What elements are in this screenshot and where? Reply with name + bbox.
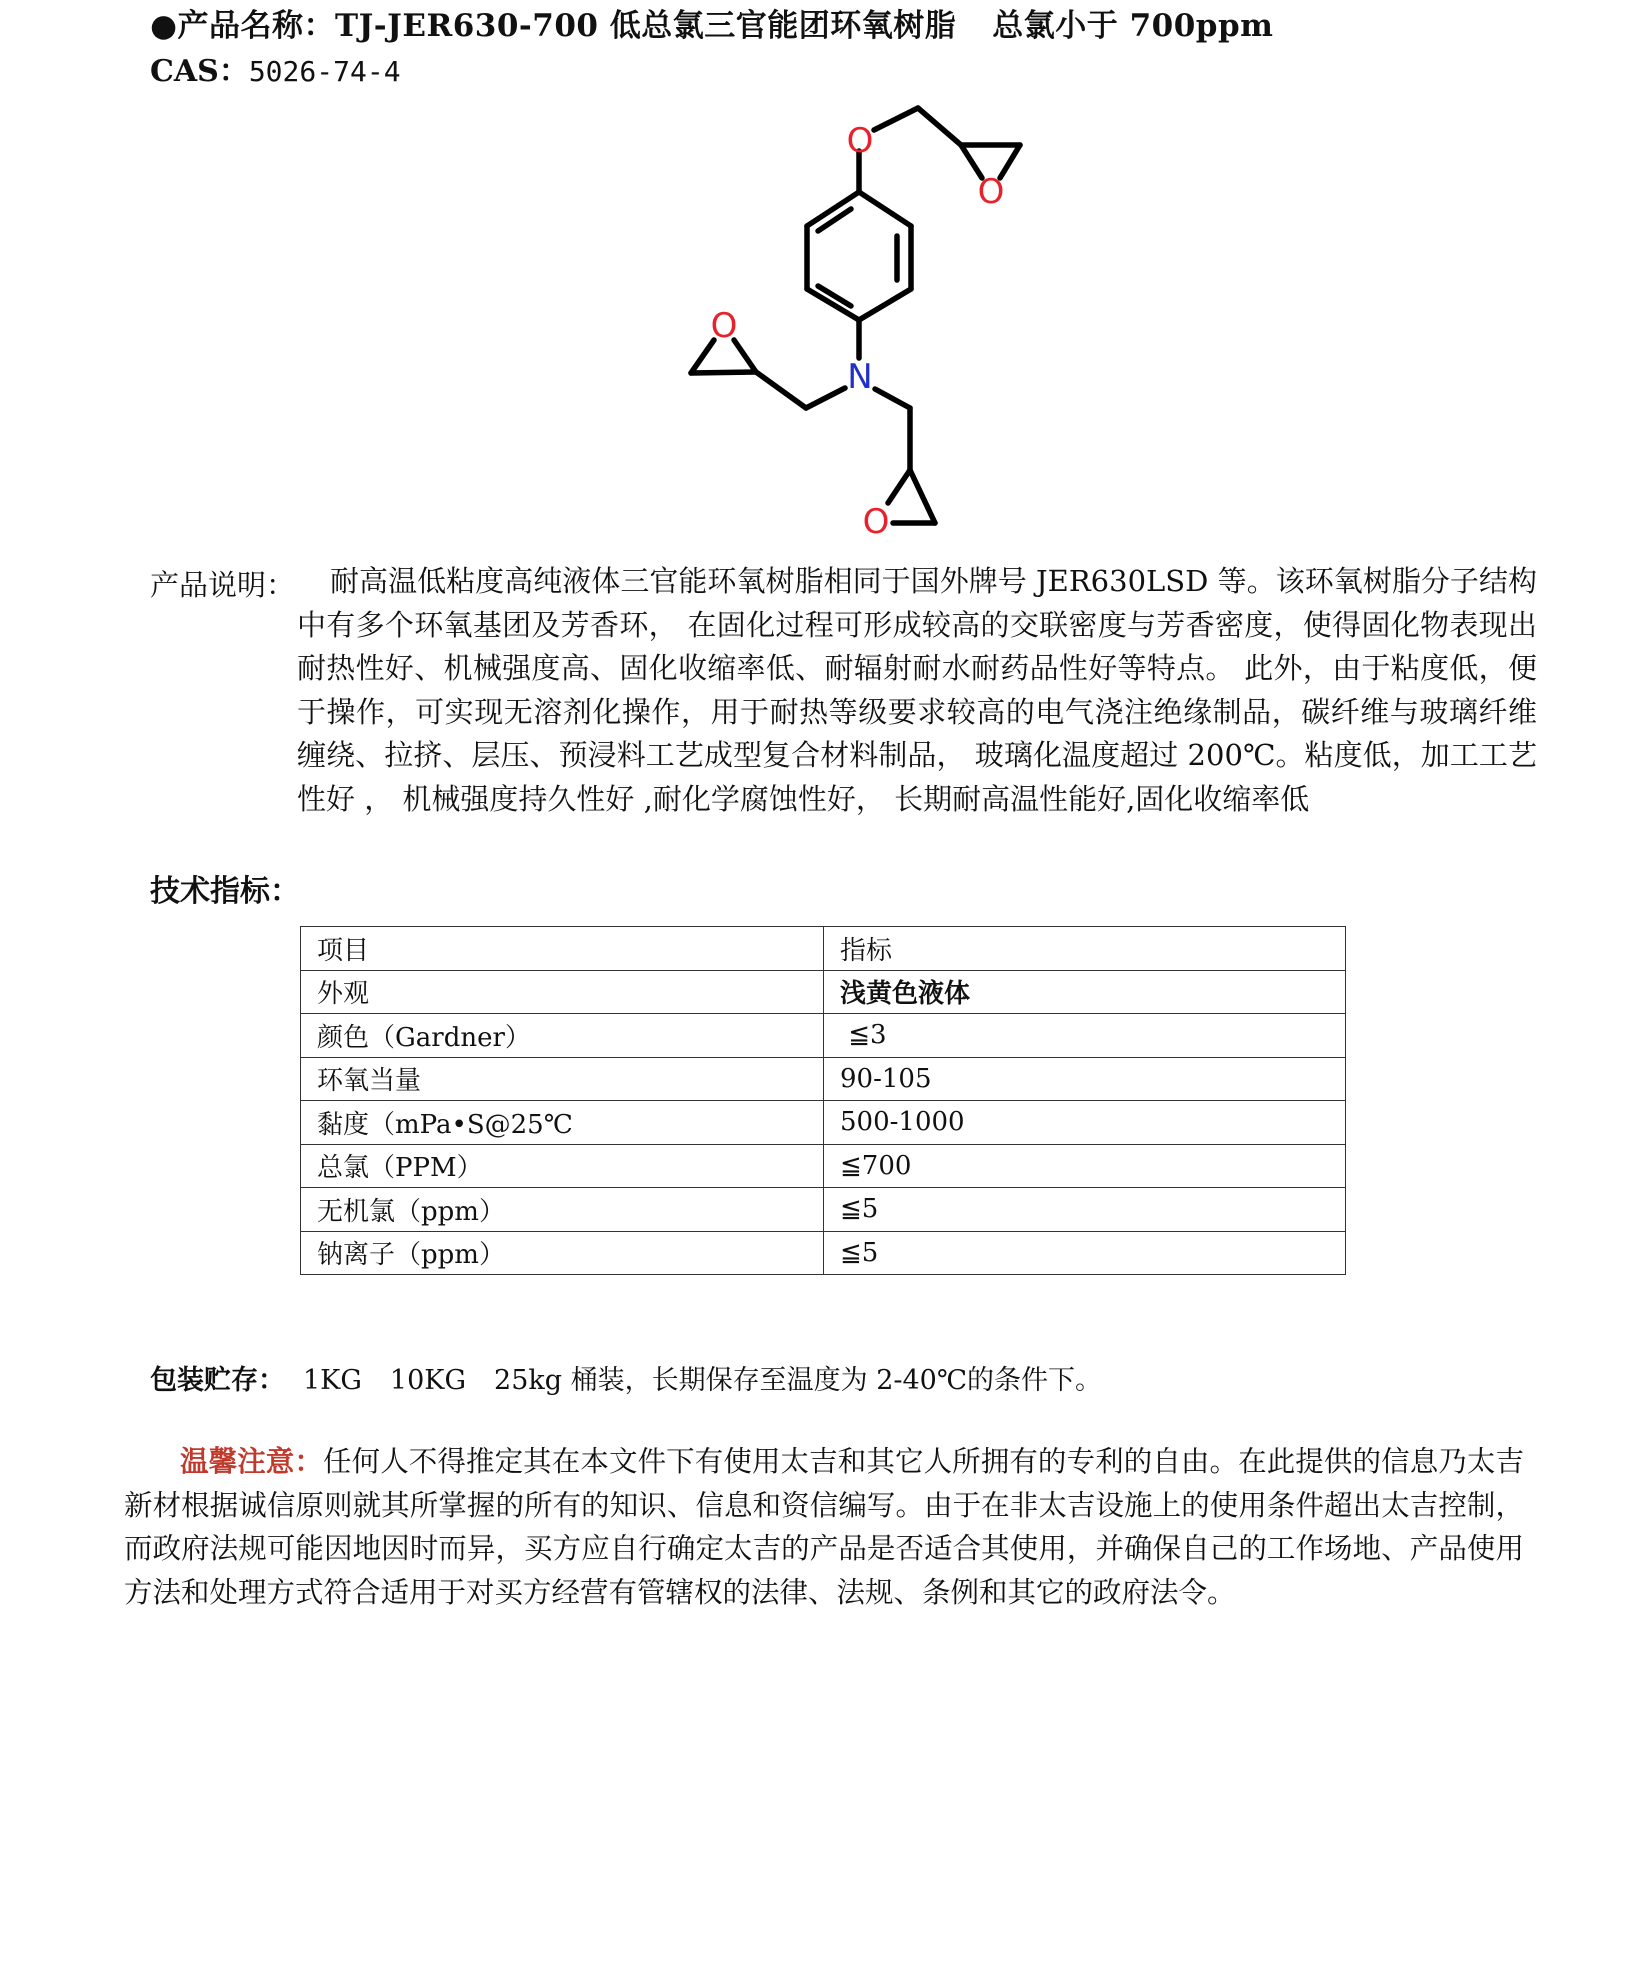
packaging-text: 25kg 桶装，长期保存至温度为 2-40℃的条件下。 bbox=[494, 1365, 1103, 1396]
header-value: 指标 bbox=[824, 927, 1346, 971]
table-row bbox=[301, 970, 1346, 1014]
cas-value: 5026-74-4 bbox=[248, 55, 401, 88]
packaging-label: 包装贮存： bbox=[150, 1365, 285, 1396]
table-row bbox=[301, 1057, 1346, 1101]
oxygen-atom-epoxide-bottom: O bbox=[862, 502, 890, 542]
description-text bbox=[297, 560, 1537, 821]
bonds bbox=[691, 108, 1020, 523]
table-row bbox=[301, 1101, 1346, 1145]
row-value: 500-1000 bbox=[824, 1101, 1346, 1145]
row-value: ≦3 bbox=[824, 1014, 1346, 1058]
table-row bbox=[301, 1188, 1346, 1232]
oxygen-atom-epoxide-left: O bbox=[710, 306, 738, 346]
header-item: 项目 bbox=[301, 927, 824, 971]
row-label: 外观 bbox=[301, 970, 824, 1014]
total-chlorine-note: 总氯小于 700ppm bbox=[992, 8, 1274, 44]
product-name: ●产品名称：TJ-JER630-700 低总氯三官能团环氧树脂 bbox=[150, 8, 957, 44]
spec-heading: 技术指标： bbox=[150, 874, 300, 909]
row-label: 黏度（mPa•S@25℃ bbox=[301, 1101, 824, 1145]
notice-label: 温馨注意： bbox=[180, 1444, 323, 1478]
row-label: 环氧当量 bbox=[301, 1057, 824, 1101]
notice-text: 任何人不得推定其在本文件下有使用太吉和其它人所拥有的专利的自由。在此提供的信息乃太吉新材根据诚信原则就其所掌握的所有的知识、信息和资信编写。由于在非太吉设施上的使用条件超出太吉控制，而政府法规可能因地因时而异，买方应自行确定太吉的产品是否适合其使用，并确保自己的工作场地、产品使用方法和处理方式符合适用于对买方经营有管辖权的法律、法规、条例和其它的政府法令。 bbox=[124, 1445, 1524, 1609]
row-value: ≦700 bbox=[824, 1144, 1346, 1188]
notice-paragraph bbox=[124, 1440, 1524, 1614]
row-label: 钠离子（ppm） bbox=[301, 1231, 824, 1275]
molecular-structure bbox=[660, 96, 1040, 546]
table-row bbox=[301, 1014, 1346, 1058]
packaging-line bbox=[150, 1358, 1102, 1397]
row-label: 无机氯（ppm） bbox=[301, 1188, 824, 1232]
product-title bbox=[150, 0, 1273, 45]
nitrogen-atom: N bbox=[847, 357, 873, 397]
spec-table bbox=[300, 926, 1346, 1275]
row-label: 总氯（PPM） bbox=[301, 1144, 824, 1188]
oxygen-atom-epoxide-top: O bbox=[977, 172, 1005, 212]
packaging-size-1kg: 1KG bbox=[303, 1365, 362, 1396]
cas-label: CAS： bbox=[150, 54, 249, 89]
row-value: 浅黄色液体 bbox=[824, 970, 1346, 1014]
oxygen-atom-ether: O bbox=[846, 121, 874, 161]
row-label: 颜色（Gardner） bbox=[301, 1014, 824, 1058]
table-row bbox=[301, 1231, 1346, 1275]
cas-number bbox=[150, 46, 401, 90]
table-header-row bbox=[301, 927, 1346, 971]
row-value: ≦5 bbox=[824, 1231, 1346, 1275]
packaging-size-10kg: 10KG bbox=[389, 1365, 467, 1396]
row-value: ≦5 bbox=[824, 1188, 1346, 1232]
table-row bbox=[301, 1144, 1346, 1188]
description-body: 耐高温低粘度高纯液体三官能环氧树脂相同于国外牌号 JER630LSD 等。该环氧树脂分子结构中有多个环氧基团及芳香环， 在固化过程可形成较高的交联密度与芳香密度，使得固化物表现出耐热性好、机械强度高、固化收缩率低、耐辐射耐水耐药品性好等特点。 此外，由于粘度低，便于操作，可实现无溶剂化操作，用于耐热等级要求较高的电气浇注绝缘制品，碳纤维与玻璃纤维缠绕、拉挤、层压、预浸料工艺成型复合材料制品， 玻璃化温度超过 200℃。粘度低，加工工艺性好 ， 机械强度持久性好 ,耐化学腐蚀性好， 长期耐高温性能好,固化收缩率低 bbox=[297, 564, 1537, 816]
row-value: 90-105 bbox=[824, 1057, 1346, 1101]
description-label: 产品说明： bbox=[150, 568, 296, 602]
